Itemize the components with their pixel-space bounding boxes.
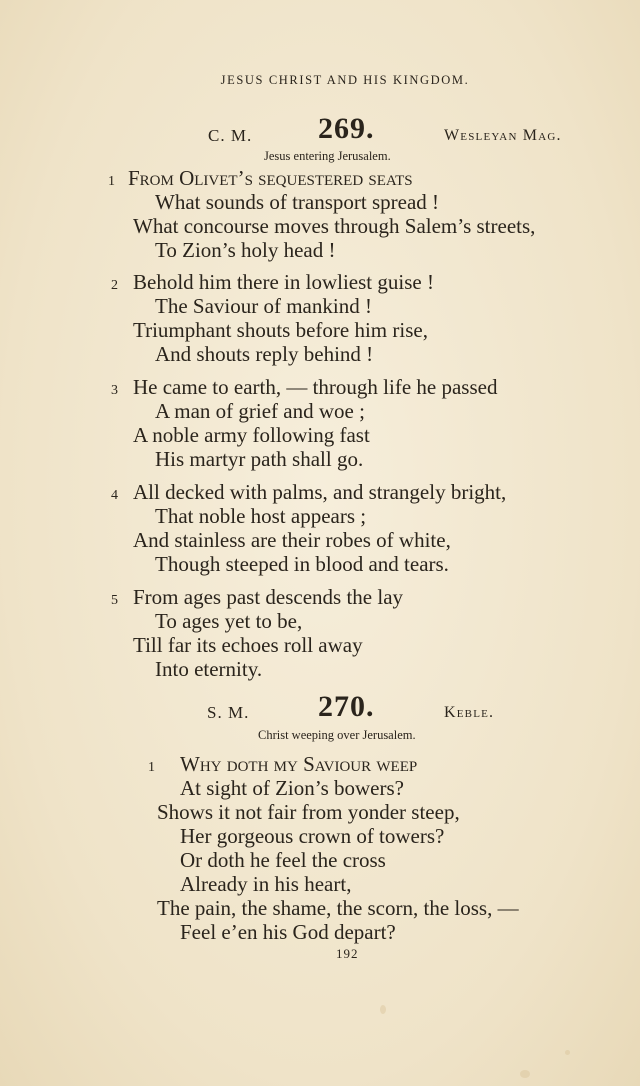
foxing-spot <box>520 1070 530 1078</box>
foxing-spot <box>565 1050 570 1055</box>
verse-line: To Zion’s holy head ! <box>155 238 336 262</box>
verse-line: Already in his heart, <box>180 872 352 896</box>
verse-line: Till far its echoes roll away <box>133 633 363 657</box>
hymn-269-header <box>0 112 640 152</box>
verse-line: Triumphant shouts before him rise, <box>133 318 428 342</box>
stanza-number: 4 <box>111 488 118 503</box>
verse-line: And shouts reply behind ! <box>155 342 374 366</box>
verse-line: All decked with palms, and strangely bright, <box>133 480 507 504</box>
page-number: 192 <box>336 946 359 961</box>
verse-line: A noble army following fast <box>133 423 370 447</box>
verse-line: The pain, the shame, the scorn, the loss, — <box>157 896 519 920</box>
hymn-number: 270. <box>318 690 375 723</box>
verse-line: He came to earth, — through life he passed <box>133 375 498 399</box>
stanza-number: 3 <box>111 383 118 398</box>
verse-line: His martyr path shall go. <box>155 447 364 471</box>
stanza-number: 5 <box>111 593 118 608</box>
hymn-270-header <box>0 690 640 730</box>
verse-line: Though steeped in blood and tears. <box>155 552 449 576</box>
verse-line: From Olivet’s sequestered seats <box>128 166 413 190</box>
verse-line: To ages yet to be, <box>155 609 303 633</box>
verse-line: A man of grief and woe ; <box>155 399 365 423</box>
verse-line: Behold him there in lowliest guise ! <box>133 270 434 294</box>
verse-line: At sight of Zion’s bowers? <box>180 776 404 800</box>
verse-line: Or doth he feel the cross <box>180 848 386 872</box>
verse-line: From ages past descends the lay <box>133 585 404 609</box>
hymn-meter: C. M. <box>208 126 253 145</box>
hymn-subtitle: Christ weeping over Jerusalem. <box>258 728 416 742</box>
hymn-number: 269. <box>318 112 375 145</box>
verse-line: Her gorgeous crown of towers? <box>180 824 445 848</box>
verse-line: What concourse moves through Salem’s streets, <box>133 214 536 238</box>
hymn-tune: Keble. <box>444 704 495 721</box>
hymn-meter: S. M. <box>207 703 250 722</box>
verse-line: Why doth my Saviour weep <box>180 752 418 776</box>
running-head: JESUS CHRIST AND HIS KINGDOM. <box>220 73 470 87</box>
foxing-spot <box>380 1005 386 1014</box>
verse-line: And stainless are their robes of white, <box>133 528 451 552</box>
verse-line: Feel e’en his God depart? <box>180 920 396 944</box>
hymn-tune: Wesleyan Mag. <box>444 127 562 144</box>
verse-line: Shows it not fair from yonder steep, <box>157 800 460 824</box>
stanza-number: 1 <box>108 174 115 189</box>
stanza-number: 1 <box>148 760 155 775</box>
verse-line: What sounds of transport spread ! <box>155 190 440 214</box>
verse-line: Into eternity. <box>155 657 263 681</box>
verse-line: The Saviour of mankind ! <box>155 294 372 318</box>
hymn-subtitle: Jesus entering Jerusalem. <box>264 149 391 163</box>
stanza-number: 2 <box>111 278 118 293</box>
verse-line: That noble host appears ; <box>155 504 367 528</box>
